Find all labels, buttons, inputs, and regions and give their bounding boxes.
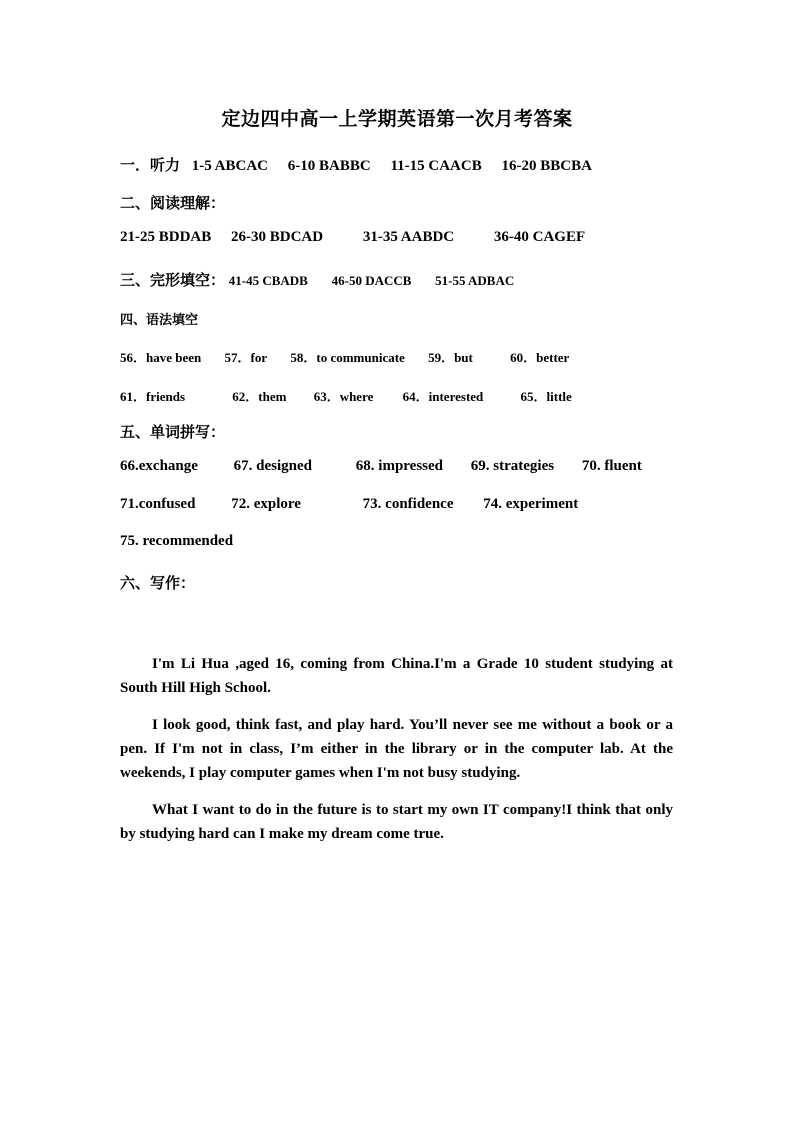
answer-group: 51-55 ADBAC <box>435 273 515 288</box>
answer-item: 61．friends <box>120 389 186 404</box>
answer-group: 6-10 BABBC <box>287 158 371 174</box>
section-label-writing: 六、写作： <box>120 576 196 592</box>
grammar-answers-row-2 <box>120 386 572 405</box>
section-label-spelling: 五、单词拼写： <box>120 425 226 441</box>
answer-item: 63．where <box>313 389 374 404</box>
answer-group: 26-30 BDCAD <box>231 229 324 245</box>
page-title: 定边四中高一上学期英语第一次月考答案 <box>221 109 573 130</box>
spelling-answers-row-3 <box>120 533 233 550</box>
answer-item: 75. recommended <box>120 533 234 549</box>
essay-paragraph: I'm Li Hua ,aged 16, coming from China.I'm a Grade 10 student studying at South Hill High School. <box>120 656 673 696</box>
answer-group: 1-5 ABCAC <box>191 158 269 174</box>
answer-item: 62．them <box>232 389 287 404</box>
answer-group: 46-50 DACCB <box>331 273 412 288</box>
answer-item: 68. impressed <box>355 458 444 474</box>
section-label-listening: 一．听力 <box>120 158 181 174</box>
answer-group: 36-40 CAGEF <box>493 229 586 245</box>
answer-item: 64．interested <box>402 389 484 404</box>
listening-answers <box>120 154 592 175</box>
cloze-answers <box>120 269 514 290</box>
answer-item: 67. designed <box>233 458 313 474</box>
section-label-reading: 二、阅读理解： <box>120 196 226 212</box>
essay-paragraph: What I want to do in the future is to start my own IT company!I think that only by studying hard can I make my dream come true. <box>120 802 673 842</box>
answer-group: 31-35 AABDC <box>362 229 455 245</box>
answer-item: 73. confidence <box>362 496 454 512</box>
answer-item: 56．have been <box>120 350 202 365</box>
answer-item: 57．for <box>224 350 268 365</box>
answer-item: 66.exchange <box>120 458 198 474</box>
section-label-cloze: 三、完形填空： <box>120 273 226 289</box>
answer-group: 21-25 BDDAB <box>120 229 212 245</box>
spelling-answers-row-2 <box>120 496 578 513</box>
essay-paragraph: I look good, think fast, and play hard. You’ll never see me without a book or a pen. If I'm not in class, I’m either in the library or in the computer lab. At the weekends, I play computer games when I'm not busy studying. <box>120 717 673 781</box>
answer-item: 72. explore <box>231 496 301 512</box>
section-label-grammar: 四、语法填空 <box>120 312 199 327</box>
answer-item: 74. experiment <box>483 496 579 512</box>
answer-item: 71.confused <box>120 496 196 512</box>
spelling-answers-row-1 <box>120 458 642 475</box>
reading-answers <box>120 229 585 246</box>
answer-item: 60．better <box>510 350 570 365</box>
answer-group: 11-15 CAACB <box>390 158 482 174</box>
grammar-answers-row-1 <box>120 347 569 366</box>
answer-item: 59．but <box>428 350 473 365</box>
answer-group: 16-20 BBCBA <box>501 158 592 174</box>
answer-item: 69. strategies <box>470 458 555 474</box>
answer-item: 65．little <box>520 389 572 404</box>
answer-group: 41-45 CBADB <box>228 273 308 288</box>
answer-item: 70. fluent <box>581 458 642 474</box>
answer-item: 58．to communicate <box>290 350 405 365</box>
